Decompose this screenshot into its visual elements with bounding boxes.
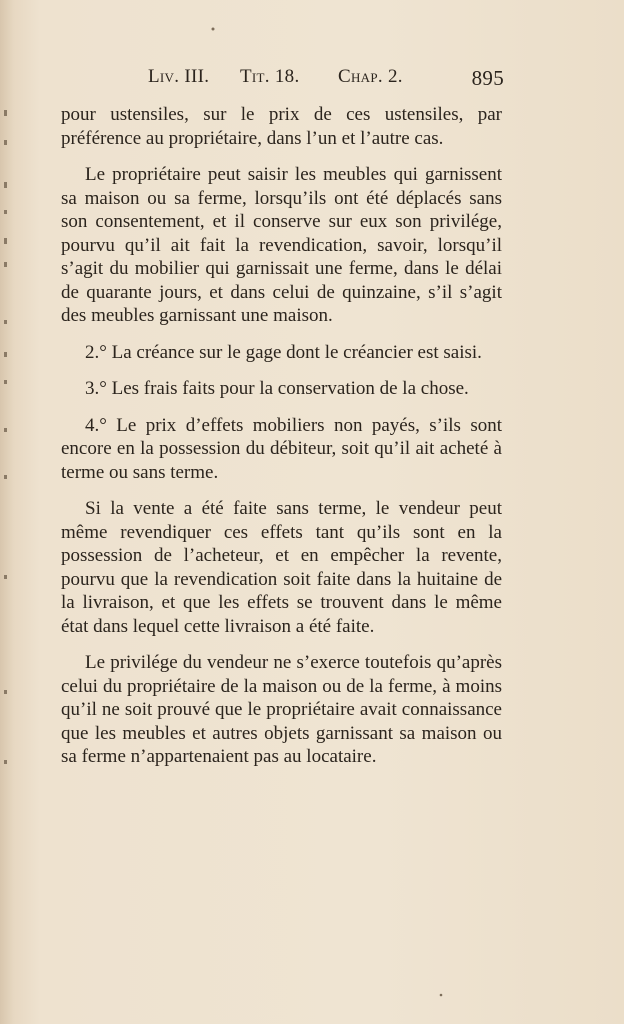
binding-mark xyxy=(4,760,7,764)
paragraph: pour ustensiles, sur le prix de ces ustensiles, par préférence au propriétaire, dans l’un et l’autre cas. xyxy=(61,104,502,149)
binding-mark xyxy=(4,352,7,357)
binding-mark xyxy=(4,238,7,244)
binding-mark xyxy=(4,210,7,214)
binding-gutter xyxy=(0,0,14,1024)
page-number: 895 xyxy=(471,66,504,90)
body-text xyxy=(61,103,502,782)
paragraph: 3.° Les frais faits pour la conservation de la chose. xyxy=(85,378,469,399)
binding-mark xyxy=(4,475,7,479)
binding-mark xyxy=(4,380,7,384)
paragraph: Le privilége du vendeur ne s’exerce toutefois qu’après celui du propriétaire de la maison ou de la ferme, à moins qu’il ne soit prouvé que le propriétaire avait connaissance que les meubles et autres objets garnissant sa maison ou sa ferme n’appartenaient pas au locataire. xyxy=(61,652,502,767)
running-header xyxy=(148,66,504,96)
binding-mark xyxy=(4,320,7,324)
binding-mark xyxy=(4,690,7,694)
paper-speck xyxy=(210,26,216,32)
header-chapter: Chap. 2. xyxy=(338,66,403,87)
paragraph: 4.° Le prix d’effets mobiliers non payés, s’ils sont encore en la possession du débiteur, soit qu’il ait acheté à terme ou sans terme. xyxy=(61,414,502,483)
paragraph: 2.° La créance sur le gage dont le créancier est saisi. xyxy=(85,341,482,363)
binding-mark xyxy=(4,575,7,579)
binding-mark xyxy=(4,110,7,116)
header-book: Liv. III. xyxy=(148,66,210,87)
paper-speck xyxy=(438,992,444,998)
paragraph: Si la vente a été faite sans terme, le vendeur peut même revendiquer ces effets tant qu’ils sont en la possession de l’acheteur, et en empêcher la revente, pourvu que la revendication soit faite dans la huitaine de la livraison, et que les effets se trouvent dans le même état dans lequel cette livraison a été faite. xyxy=(61,498,502,637)
header-title: Tit. 18. xyxy=(240,66,300,87)
binding-mark xyxy=(4,182,7,188)
binding-mark xyxy=(4,140,7,145)
binding-mark xyxy=(4,262,7,267)
binding-mark xyxy=(4,428,7,432)
paragraph: Le propriétaire peut saisir les meubles qui garnissent sa maison ou sa ferme, lorsqu’ils ont été déplacés sans son consentement, et il conserve sur eux son privilége, pourvu qu’il ait fait la revendication, savoir, lorsqu’il s’agit du mobilier qui garnissait une ferme, dans le délai de quarante jours, et dans celui de quinzaine, s’il s’agit des meubles garnissant une maison. xyxy=(61,164,502,326)
